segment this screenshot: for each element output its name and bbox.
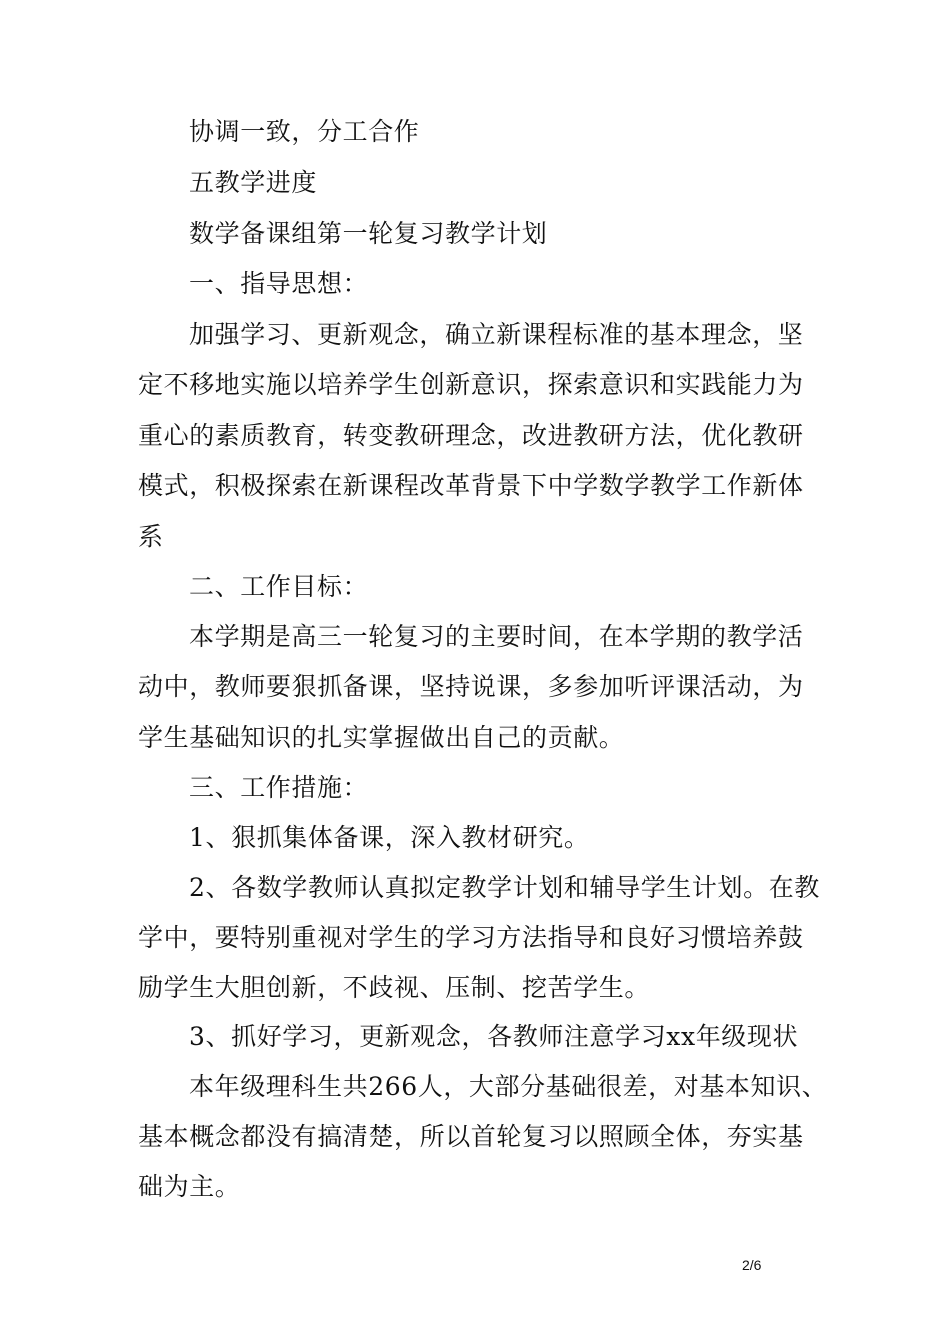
text-line: 五教学进度 (189, 168, 318, 197)
paragraph-line: 定不移地实施以培养学生创新意识，探索意识和实践能力为 (138, 370, 804, 399)
paragraph-line: 模式，积极探索在新课程改革背景下中学数学教学工作新体 (138, 471, 804, 500)
section-title: 数学备课组第一轮复习教学计划 (189, 219, 548, 248)
list-item: 1、狠抓集体备课，深入教材研究。 (189, 823, 590, 852)
paragraph-line: 本学期是高三一轮复习的主要时间，在本学期的教学活 (189, 622, 804, 651)
paragraph-line: 础为主。 (138, 1172, 241, 1201)
paragraph-line: 动中，教师要狠抓备课，坚持说课，多参加听评课活动，为 (138, 672, 804, 701)
page-number: 2/6 (742, 1257, 762, 1273)
paragraph-line: 学生基础知识的扎实掌握做出自己的贡献。 (138, 723, 625, 752)
paragraph-line: 系 (138, 522, 164, 551)
section-heading: 三、工作措施： (189, 773, 369, 802)
paragraph-line: 加强学习、更新观念，确立新课程标准的基本理念，坚 (189, 320, 804, 349)
list-item: 2、各数学教师认真拟定教学计划和辅导学生计划。在教 (189, 873, 820, 902)
paragraph-line: 学中，要特别重视对学生的学习方法指导和良好习惯培养鼓 (138, 923, 804, 952)
section-heading: 二、工作目标： (189, 572, 369, 601)
text-line: 协调一致，分工合作 (189, 117, 420, 146)
list-item: 3、抓好学习，更新观念，各教师注意学习xx年级现状 (189, 1022, 799, 1051)
paragraph-line: 基本概念都没有搞清楚，所以首轮复习以照顾全体，夯实基 (138, 1122, 804, 1151)
paragraph-line: 重心的素质教育，转变教研理念，改进教研方法，优化教研 (138, 421, 804, 450)
paragraph-line: 励学生大胆创新，不歧视、压制、挖苦学生。 (138, 973, 651, 1002)
paragraph-line: 本年级理科生共266人，大部分基础很差，对基本知识、 (189, 1072, 828, 1101)
section-heading: 一、指导思想： (189, 269, 369, 298)
